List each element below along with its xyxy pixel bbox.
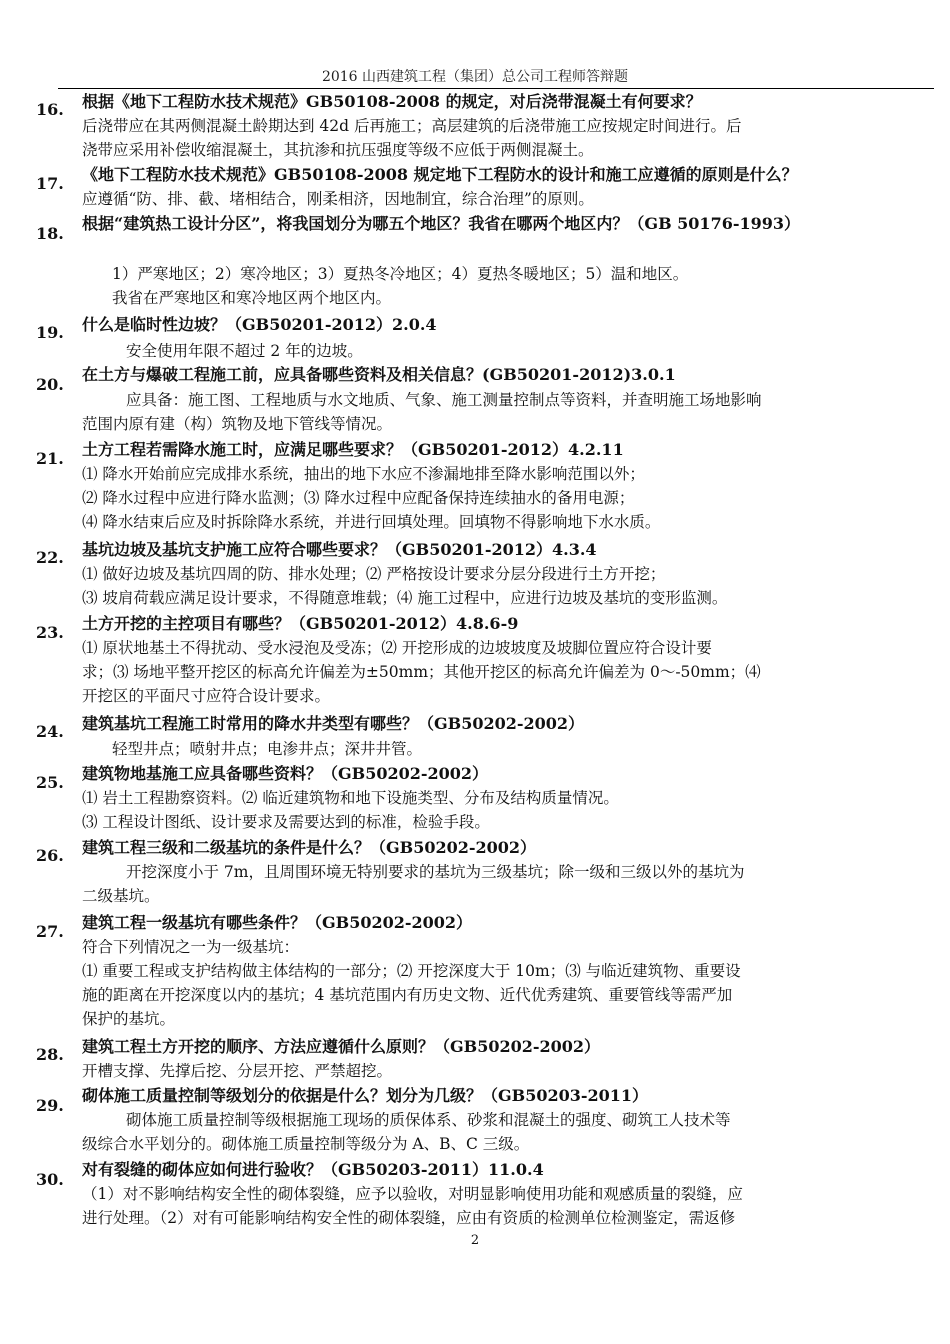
answer-line: 求；⑶ 场地平整开挖区的标高允许偏差为±50mm；其他开挖区的标高允许偏差为 0～-50mm；⑷ (82, 663, 761, 681)
question-text: 《地下工程防水技术规范》GB50108-2008 规定地下工程防水的设计和施工应遵循的原则是什么？ (82, 165, 798, 184)
answer-line: 我省在严寒地区和寒冷地区两个地区内。 (112, 289, 392, 307)
answer-text (82, 1108, 934, 1156)
answer-text (82, 786, 934, 834)
question-text: 在土方与爆破工程施工前，应具备哪些资料及相关信息？(GB50201-2012)3.0.1 (82, 365, 676, 384)
question-text: 土方开挖的主控项目有哪些？（GB50201-2012）4.8.6-9 (82, 614, 519, 633)
answer-text (82, 462, 934, 534)
answer-text (82, 114, 934, 162)
answer-line: ⑴ 岩土工程勘察资料。⑵ 临近建筑物和地下设施类型、分布及结构质量情况。 (82, 789, 619, 807)
page-header: 2016 山西建筑工程（集团）总公司工程师答辩题 (321, 69, 629, 85)
question-number: 26. (36, 846, 64, 865)
answer-line: ⑶ 坡肩荷载应满足设计要求，不得随意堆载；⑷ 施工过程中，应进行边坡及基坑的变形监测。 (82, 589, 728, 607)
answer-line: ⑴ 做好边坡及基坑四周的防、排水处理；⑵ 严格按设计要求分层分段进行土方开挖； (82, 565, 666, 583)
question-number: 20. (36, 375, 64, 394)
answer-line: 1）严寒地区；2）寒冷地区；3）夏热冬冷地区；4）夏热冬暖地区；5）温和地区。 (112, 265, 689, 283)
page-number: 2 (470, 1233, 480, 1248)
answer-line: （1）对不影响结构安全性的砌体裂缝，应予以验收，对明显影响使用功能和观感质量的裂缝，应 (82, 1185, 743, 1203)
question-text: 建筑工程三级和二级基坑的条件是什么？（GB50202-2002） (82, 838, 537, 857)
answer-line: 后浇带应在其两侧混凝土龄期达到 42d 后再施工；高层建筑的后浇带施工应按规定时间进行。后 (82, 117, 742, 135)
question-number: 30. (36, 1170, 64, 1189)
question-number: 17. (36, 174, 64, 193)
answer-line: 轻型井点；喷射井点；电渗井点；深井井管。 (112, 740, 423, 758)
answer-line: ⑴ 重要工程或支护结构做主体结构的一部分；⑵ 开挖深度大于 10m；⑶ 与临近建筑物、重要设 (82, 962, 741, 980)
question-number: 19. (36, 323, 64, 342)
answer-text (82, 1059, 934, 1083)
answer-line: 浇带应采用补偿收缩混凝土，其抗渗和抗压强度等级不应低于两侧混凝土。 (82, 141, 594, 159)
answer-line: ⑴ 降水开始前应完成排水系统，抽出的地下水应不渗漏地排至降水影响范围以外； (82, 465, 645, 483)
answer-line: 安全使用年限不超过 2 年的边坡。 (126, 342, 363, 360)
question-text: 土方工程若需降水施工时，应满足哪些要求？（GB50201-2012）4.2.11 (82, 440, 624, 459)
header-divider (58, 88, 934, 89)
answer-text (82, 187, 934, 211)
answer-text (82, 262, 934, 310)
question-number: 28. (36, 1045, 64, 1064)
question-number: 22. (36, 548, 64, 567)
question-text: 建筑基坑工程施工时常用的降水井类型有哪些？（GB50202-2002） (82, 714, 585, 733)
question-number: 23. (36, 623, 64, 642)
question-number: 29. (36, 1096, 64, 1115)
answer-text (82, 339, 934, 363)
answer-text (82, 737, 934, 761)
answer-text (82, 636, 934, 708)
answer-line: 开挖区的平面尺寸应符合设计要求。 (82, 687, 331, 705)
answer-line: 施的距离在开挖深度以内的基坑；4 基坑范围内有历史文物、近代优秀建筑、重要管线等需严加 (82, 986, 733, 1004)
answer-line: 开槽支撑、先撑后挖、分层开挖、严禁超挖。 (82, 1062, 393, 1080)
answer-line: 级综合水平划分的。砌体施工质量控制等级分为 A、B、C 三级。 (82, 1135, 530, 1153)
answer-line: ⑶ 工程设计图纸、设计要求及需要达到的标准，检验手段。 (82, 813, 490, 831)
question-text: 建筑工程土方开挖的顺序、方法应遵循什么原则？（GB50202-2002） (82, 1037, 601, 1056)
question-text: 根据《地下工程防水技术规范》GB50108-2008 的规定，对后浇带混凝土有何要求？ (82, 92, 702, 111)
answer-text (82, 860, 934, 908)
answer-line: 符合下列情况之一为一级基坑： (82, 938, 300, 956)
answer-line: 应遵循“防、排、截、堵相结合，刚柔相济，因地制宜，综合治理”的原则。 (82, 190, 594, 208)
answer-line: 保护的基坑。 (82, 1010, 176, 1028)
question-number: 16. (36, 100, 64, 119)
answer-line: 开挖深度小于 7m，且周围环境无特别要求的基坑为三级基坑；除一级和三级以外的基坑为 (126, 863, 745, 881)
question-text: 根据“建筑热工设计分区”，将我国划分为哪五个地区？我省在哪两个地区内？（GB 50176-1993） (82, 214, 801, 233)
answer-text (82, 562, 934, 610)
question-number: 25. (36, 773, 64, 792)
question-text: 建筑物地基施工应具备哪些资料？（GB50202-2002） (82, 764, 489, 783)
answer-line: 应具备：施工图、工程地质与水文地质、气象、施工测量控制点等资料，并查明施工场地影响 (126, 391, 762, 409)
answer-line: ⑵ 降水过程中应进行降水监测；⑶ 降水过程中应配备保持连续抽水的备用电源； (82, 489, 635, 507)
question-text: 砌体施工质量控制等级划分的依据是什么？划分为几级？（GB50203-2011） (82, 1086, 649, 1105)
answer-text (82, 1182, 934, 1230)
answer-text (82, 935, 934, 1031)
question-text: 基坑边坡及基坑支护施工应符合哪些要求？（GB50201-2012）4.3.4 (82, 540, 597, 559)
answer-line: 进行处理。（2）对有可能影响结构安全性的砌体裂缝，应由有资质的检测单位检测鉴定，需返修 (82, 1209, 736, 1227)
question-text: 建筑工程一级基坑有哪些条件？（GB50202-2002） (82, 913, 473, 932)
question-number: 27. (36, 922, 64, 941)
answer-line: 二级基坑。 (82, 887, 160, 905)
question-text: 什么是临时性边坡？（GB50201-2012）2.0.4 (82, 315, 437, 334)
question-number: 21. (36, 449, 64, 468)
answer-line: 范围内原有建（构）筑物及地下管线等情况。 (82, 415, 393, 433)
answer-text (82, 388, 934, 436)
question-number: 24. (36, 722, 64, 741)
answer-line: ⑴ 原状地基土不得扰动、受水浸泡及受冻；⑵ 开挖形成的边坡坡度及坡脚位置应符合设计要 (82, 639, 712, 657)
question-text: 对有裂缝的砌体应如何进行验收？（GB50203-2011）11.0.4 (82, 1160, 544, 1179)
question-number: 18. (36, 224, 64, 243)
answer-line: ⑷ 降水结束后应及时拆除降水系统，并进行回填处理。回填物不得影响地下水水质。 (82, 513, 661, 531)
answer-line: 砌体施工质量控制等级根据施工现场的质保体系、砂浆和混凝土的强度、砌筑工人技术等 (126, 1111, 731, 1129)
